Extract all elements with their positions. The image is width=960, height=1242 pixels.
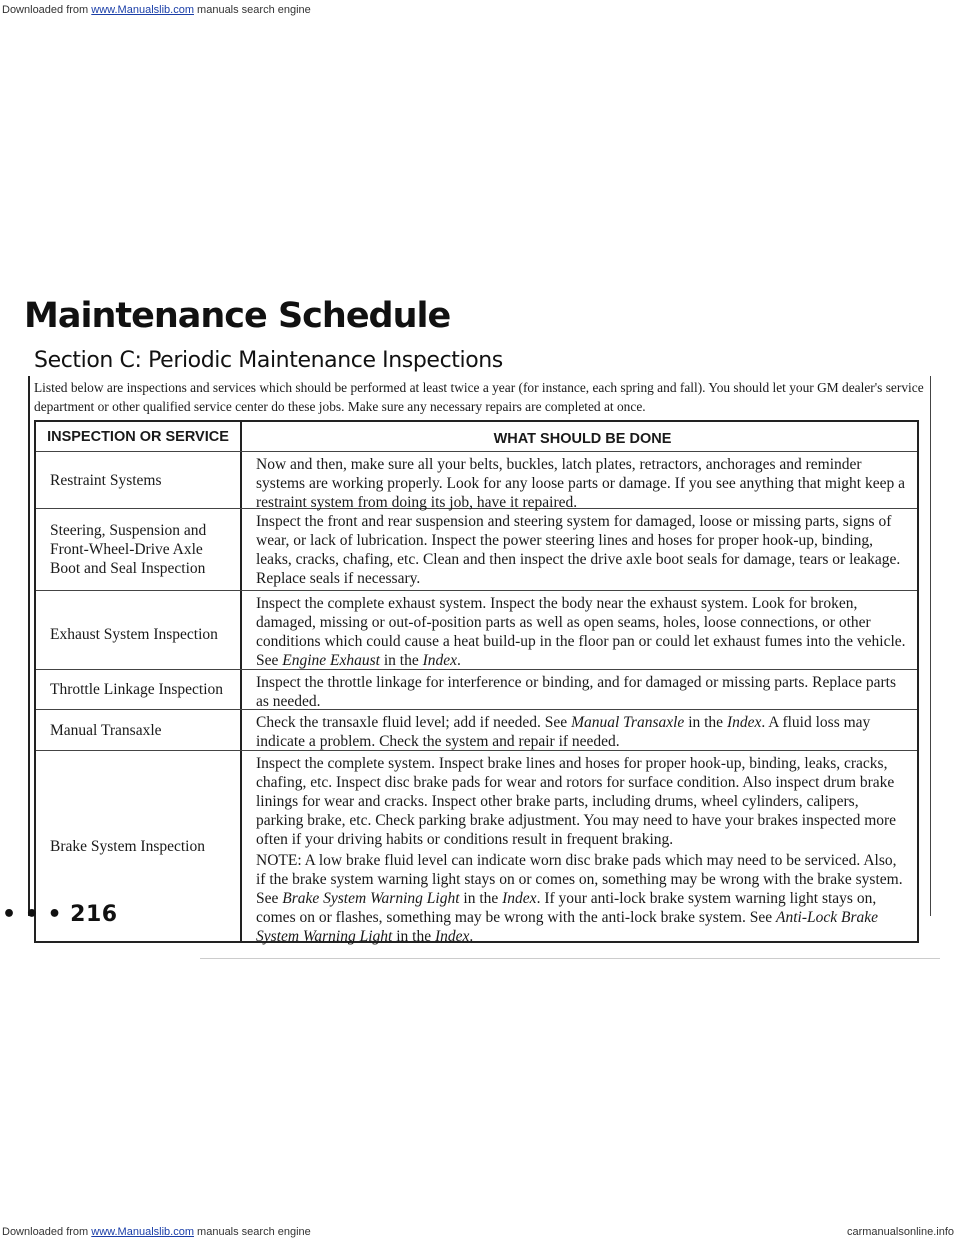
row-text: Inspect the complete exhaust system. Inspect the body near the exhaust system. Look for broken, damaged, missing or out-of-position parts as well as open seams, holes, loose connections, or other conditions which could cause a heat build-up in the floor pan or could let exhaust fumes into the vehicle. See Engine Exhaust in the Index. (256, 595, 906, 669)
index-reference: Index (422, 652, 458, 669)
row-text: Inspect the front and rear suspension and steering system for damaged, loose or missing parts, signs of wear, or lack of lubrication. Inspect the power steering lines and hoses for proper hook-up, binding, leaks, cracks, chafing, etc. Clean and then inspect the drive axle boot seals for damage, tears or leakage. Replace seals if necessary. (256, 513, 901, 587)
row-item: Restraint Systems (36, 452, 242, 508)
index-reference: Anti-Lock Brake System Warning Light (256, 909, 879, 945)
row-text: Inspect the complete system. Inspect brake lines and hoses for proper hook-up, binding, leaks, cracks, chafing, etc. Inspect disc brake pads for wear and rotors for surface condition. Also inspect drum brake linings for wear and cracks. Inspect other brake parts, including drums, wheel cylinders, calipers, parking brake, etc. Check parking brake adjustment. You may need to have your brakes inspected more often if your driving habits or conditions result in frequent braking. NOTE: A low brake fluid level can indicate worn disc brake pads which may need to be serviced. Also, if the brake system warning light stays on or comes on, something may be wrong with the brake system. See Brake System Warning Light in the Index. If your anti-lock brake system warning light stays on, comes on or flashes, something may be wrong with the anti-lock brake system. See Anti-Lock Brake System Warning Light in the Index. (256, 755, 903, 945)
row-item: Throttle Linkage Inspection (36, 670, 242, 709)
header-inspection-or-service: INSPECTION OR SERVICE (36, 422, 242, 451)
table-header-row (36, 422, 917, 451)
banner-prefix: Downloaded from (2, 4, 89, 16)
banner-suffix: manuals search engine (197, 4, 311, 16)
row-text: Check the transaxle fluid level; add if needed. See Manual Transaxle in the Index. A fluid loss may indicate a problem. Check the system and repair if needed. (256, 714, 871, 750)
row-item: Brake System Inspection (36, 751, 242, 941)
scan-divider (200, 958, 940, 959)
row-text: Now and then, make sure all your belts, buckles, latch plates, retractors, anchorages and reminder systems are working properly. Look for any loose parts or damage. If you see anything that might keep a restraint system from doing its job, have it repaired. (256, 456, 905, 511)
table-row (36, 709, 917, 750)
carmanualsonline-watermark: carmanualsonline.info (846, 1226, 954, 1238)
right-margin-rule (930, 376, 931, 916)
page-title: Maintenance Schedule (24, 296, 451, 336)
inspection-table (34, 420, 919, 943)
section-title: Section C: Periodic Maintenance Inspections (34, 348, 503, 373)
table-row (36, 508, 917, 590)
manualslib-link[interactable]: www.Manualslib.com (91, 4, 194, 16)
row-item: Manual Transaxle (36, 710, 242, 750)
footer-suffix: manuals search engine (197, 1226, 311, 1238)
left-margin-rule (28, 376, 30, 916)
index-reference: Index (502, 890, 537, 907)
table-row (36, 750, 917, 945)
footer-manualslib-link[interactable]: www.Manualslib.com (91, 1226, 194, 1238)
table-row (36, 669, 917, 709)
index-reference: Index (726, 714, 762, 731)
row-item: Exhaust System Inspection (36, 591, 242, 669)
index-reference: Manual Transaxle (571, 714, 685, 731)
download-banner (0, 4, 960, 16)
table-row (36, 451, 917, 511)
index-reference: Engine Exhaust (282, 652, 380, 669)
row-text: Inspect the throttle linkage for interference or binding, and for damaged or missing parts. Replace parts as needed. (256, 674, 897, 710)
index-reference: Index (434, 928, 470, 945)
footer-prefix: Downloaded from (2, 1226, 89, 1238)
download-footer (0, 1226, 960, 1238)
index-reference: Brake System Warning Light (282, 890, 460, 907)
intro-paragraph: Listed below are inspections and services which should be performed at least twice a year (for instance, each spring and fall). You should let your GM dealer's service department or other qualified service center do these jobs. Make sure any necessary repairs are completed at once. (34, 380, 924, 414)
page-number: • • • 216 (2, 902, 118, 927)
table-row (36, 590, 917, 669)
header-what-should-be-done: WHAT SHOULD BE DONE (493, 431, 672, 447)
row-item: Steering, Suspension and Front-Wheel-Drive Axle Boot and Seal Inspection (36, 509, 242, 590)
